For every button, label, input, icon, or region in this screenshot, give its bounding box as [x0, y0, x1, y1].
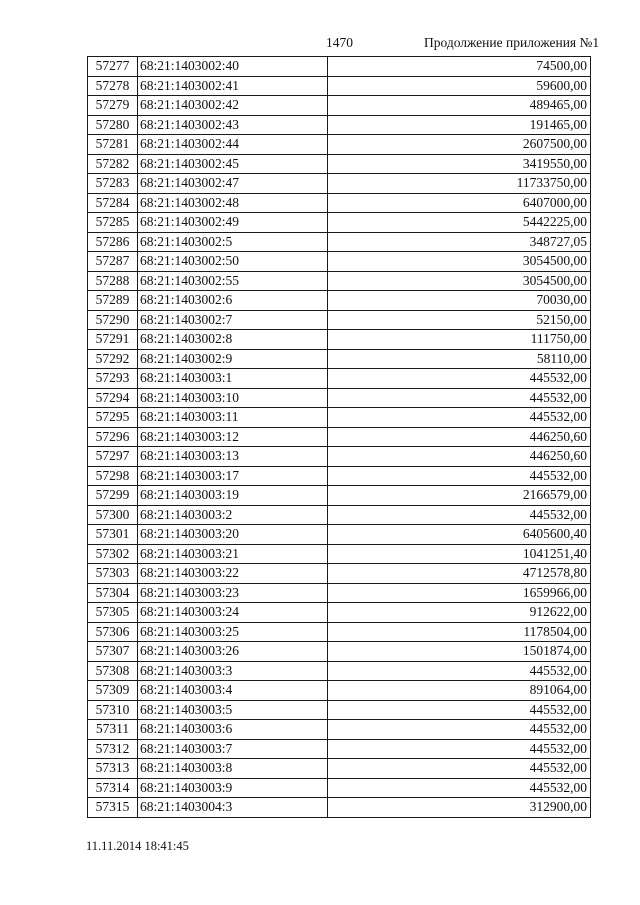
cadastral-value-cell: 6407000,00	[328, 193, 591, 213]
cadastral-value-cell: 52150,00	[328, 310, 591, 330]
register-table-body	[88, 57, 591, 818]
table-row	[88, 486, 591, 506]
table-row	[88, 739, 591, 759]
cadastral-number-cell: 68:21:1403003:20	[138, 525, 328, 545]
cadastral-value-cell: 4712578,80	[328, 564, 591, 584]
cadastral-value-cell: 6405600,40	[328, 525, 591, 545]
table-row	[88, 642, 591, 662]
table-row	[88, 76, 591, 96]
row-number-cell: 57282	[88, 154, 138, 174]
cadastral-value-cell: 348727,05	[328, 232, 591, 252]
row-number-cell: 57278	[88, 76, 138, 96]
row-number-cell: 57312	[88, 739, 138, 759]
cadastral-value-cell: 489465,00	[328, 96, 591, 116]
row-number-cell: 57310	[88, 700, 138, 720]
table-row	[88, 720, 591, 740]
cadastral-number-cell: 68:21:1403003:11	[138, 408, 328, 428]
cadastral-number-cell: 68:21:1403002:8	[138, 330, 328, 350]
row-number-cell: 57284	[88, 193, 138, 213]
cadastral-number-cell: 68:21:1403003:5	[138, 700, 328, 720]
row-number-cell: 57285	[88, 213, 138, 233]
cadastral-number-cell: 68:21:1403003:1	[138, 369, 328, 389]
row-number-cell: 57291	[88, 330, 138, 350]
page-number: 1470	[326, 35, 353, 50]
row-number-cell: 57298	[88, 466, 138, 486]
table-row	[88, 583, 591, 603]
cadastral-number-cell: 68:21:1403002:48	[138, 193, 328, 213]
table-row	[88, 564, 591, 584]
row-number-cell: 57313	[88, 759, 138, 779]
table-row	[88, 447, 591, 467]
cadastral-value-cell: 74500,00	[328, 57, 591, 77]
cadastral-number-cell: 68:21:1403002:45	[138, 154, 328, 174]
cadastral-value-cell: 111750,00	[328, 330, 591, 350]
cadastral-value-cell: 59600,00	[328, 76, 591, 96]
cadastral-value-cell: 2166579,00	[328, 486, 591, 506]
row-number-cell: 57294	[88, 388, 138, 408]
row-number-cell: 57277	[88, 57, 138, 77]
cadastral-number-cell: 68:21:1403003:8	[138, 759, 328, 779]
cadastral-number-cell: 68:21:1403002:40	[138, 57, 328, 77]
cadastral-number-cell: 68:21:1403003:7	[138, 739, 328, 759]
appendix-title: Продолжение приложения №1	[424, 35, 600, 50]
row-number-cell: 57308	[88, 661, 138, 681]
cadastral-value-cell: 2607500,00	[328, 135, 591, 155]
table-row	[88, 778, 591, 798]
row-number-cell: 57303	[88, 564, 138, 584]
cadastral-value-cell: 446250,60	[328, 427, 591, 447]
table-row	[88, 213, 591, 233]
table-row	[88, 115, 591, 135]
table-row	[88, 135, 591, 155]
row-number-cell: 57287	[88, 252, 138, 272]
cadastral-number-cell: 68:21:1403002:49	[138, 213, 328, 233]
cadastral-number-cell: 68:21:1403003:22	[138, 564, 328, 584]
row-number-cell: 57302	[88, 544, 138, 564]
row-number-cell: 57286	[88, 232, 138, 252]
cadastral-value-cell: 445532,00	[328, 505, 591, 525]
cadastral-number-cell: 68:21:1403004:3	[138, 798, 328, 818]
table-row	[88, 310, 591, 330]
table-row	[88, 349, 591, 369]
row-number-cell: 57281	[88, 135, 138, 155]
table-row	[88, 661, 591, 681]
row-number-cell: 57305	[88, 603, 138, 623]
cadastral-number-cell: 68:21:1403002:55	[138, 271, 328, 291]
row-number-cell: 57293	[88, 369, 138, 389]
cadastral-number-cell: 68:21:1403003:10	[138, 388, 328, 408]
cadastral-number-cell: 68:21:1403003:6	[138, 720, 328, 740]
row-number-cell: 57288	[88, 271, 138, 291]
table-row	[88, 232, 591, 252]
cadastral-value-cell: 445532,00	[328, 739, 591, 759]
cadastral-value-cell: 445532,00	[328, 720, 591, 740]
table-row	[88, 525, 591, 545]
row-number-cell: 57292	[88, 349, 138, 369]
cadastral-number-cell: 68:21:1403003:23	[138, 583, 328, 603]
cadastral-number-cell: 68:21:1403002:43	[138, 115, 328, 135]
cadastral-value-cell: 1041251,40	[328, 544, 591, 564]
table-row	[88, 603, 591, 623]
cadastral-number-cell: 68:21:1403002:44	[138, 135, 328, 155]
cadastral-value-cell: 1659966,00	[328, 583, 591, 603]
cadastral-number-cell: 68:21:1403003:19	[138, 486, 328, 506]
cadastral-number-cell: 68:21:1403003:25	[138, 622, 328, 642]
table-row	[88, 330, 591, 350]
table-row	[88, 369, 591, 389]
table-row	[88, 427, 591, 447]
cadastral-number-cell: 68:21:1403002:5	[138, 232, 328, 252]
cadastral-value-cell: 445532,00	[328, 661, 591, 681]
row-number-cell: 57290	[88, 310, 138, 330]
row-number-cell: 57300	[88, 505, 138, 525]
table-row	[88, 388, 591, 408]
cadastral-value-cell: 445532,00	[328, 369, 591, 389]
cadastral-value-cell: 912622,00	[328, 603, 591, 623]
print-timestamp: 11.11.2014 18:41:45	[86, 839, 189, 853]
cadastral-number-cell: 68:21:1403002:6	[138, 291, 328, 311]
table-row	[88, 271, 591, 291]
cadastral-value-cell: 445532,00	[328, 778, 591, 798]
table-row	[88, 96, 591, 116]
cadastral-value-cell: 445532,00	[328, 700, 591, 720]
cadastral-number-cell: 68:21:1403002:50	[138, 252, 328, 272]
cadastral-number-cell: 68:21:1403003:12	[138, 427, 328, 447]
table-row	[88, 57, 591, 77]
cadastral-value-cell: 445532,00	[328, 466, 591, 486]
cadastral-number-cell: 68:21:1403003:13	[138, 447, 328, 467]
row-number-cell: 57304	[88, 583, 138, 603]
table-row	[88, 622, 591, 642]
cadastral-number-cell: 68:21:1403002:7	[138, 310, 328, 330]
cadastral-value-cell: 891064,00	[328, 681, 591, 701]
row-number-cell: 57311	[88, 720, 138, 740]
cadastral-value-cell: 1178504,00	[328, 622, 591, 642]
table-row	[88, 291, 591, 311]
table-row	[88, 174, 591, 194]
register-table	[87, 56, 591, 818]
cadastral-value-cell: 1501874,00	[328, 642, 591, 662]
row-number-cell: 57315	[88, 798, 138, 818]
row-number-cell: 57306	[88, 622, 138, 642]
cadastral-value-cell: 445532,00	[328, 408, 591, 428]
row-number-cell: 57301	[88, 525, 138, 545]
row-number-cell: 57283	[88, 174, 138, 194]
cadastral-number-cell: 68:21:1403003:3	[138, 661, 328, 681]
row-number-cell: 57289	[88, 291, 138, 311]
cadastral-value-cell: 191465,00	[328, 115, 591, 135]
cadastral-number-cell: 68:21:1403003:9	[138, 778, 328, 798]
cadastral-number-cell: 68:21:1403003:21	[138, 544, 328, 564]
cadastral-number-cell: 68:21:1403003:17	[138, 466, 328, 486]
table-row	[88, 252, 591, 272]
cadastral-number-cell: 68:21:1403002:41	[138, 76, 328, 96]
table-row	[88, 154, 591, 174]
cadastral-value-cell: 445532,00	[328, 759, 591, 779]
cadastral-number-cell: 68:21:1403002:42	[138, 96, 328, 116]
table-row	[88, 681, 591, 701]
cadastral-number-cell: 68:21:1403002:47	[138, 174, 328, 194]
cadastral-number-cell: 68:21:1403003:4	[138, 681, 328, 701]
cadastral-value-cell: 58110,00	[328, 349, 591, 369]
cadastral-value-cell: 445532,00	[328, 388, 591, 408]
cadastral-value-cell: 312900,00	[328, 798, 591, 818]
table-row	[88, 466, 591, 486]
table-row	[88, 798, 591, 818]
cadastral-value-cell: 70030,00	[328, 291, 591, 311]
cadastral-value-cell: 5442225,00	[328, 213, 591, 233]
row-number-cell: 57314	[88, 778, 138, 798]
cadastral-number-cell: 68:21:1403002:9	[138, 349, 328, 369]
cadastral-number-cell: 68:21:1403003:2	[138, 505, 328, 525]
cadastral-number-cell: 68:21:1403003:24	[138, 603, 328, 623]
row-number-cell: 57299	[88, 486, 138, 506]
table-row	[88, 700, 591, 720]
row-number-cell: 57309	[88, 681, 138, 701]
cadastral-value-cell: 3054500,00	[328, 252, 591, 272]
table-row	[88, 759, 591, 779]
row-number-cell: 57279	[88, 96, 138, 116]
row-number-cell: 57307	[88, 642, 138, 662]
cadastral-value-cell: 446250,60	[328, 447, 591, 467]
row-number-cell: 57297	[88, 447, 138, 467]
table-row	[88, 505, 591, 525]
table-row	[88, 193, 591, 213]
cadastral-value-cell: 3419550,00	[328, 154, 591, 174]
cadastral-value-cell: 11733750,00	[328, 174, 591, 194]
table-row	[88, 544, 591, 564]
cadastral-value-cell: 3054500,00	[328, 271, 591, 291]
row-number-cell: 57296	[88, 427, 138, 447]
cadastral-number-cell: 68:21:1403003:26	[138, 642, 328, 662]
row-number-cell: 57280	[88, 115, 138, 135]
table-row	[88, 408, 591, 428]
row-number-cell: 57295	[88, 408, 138, 428]
